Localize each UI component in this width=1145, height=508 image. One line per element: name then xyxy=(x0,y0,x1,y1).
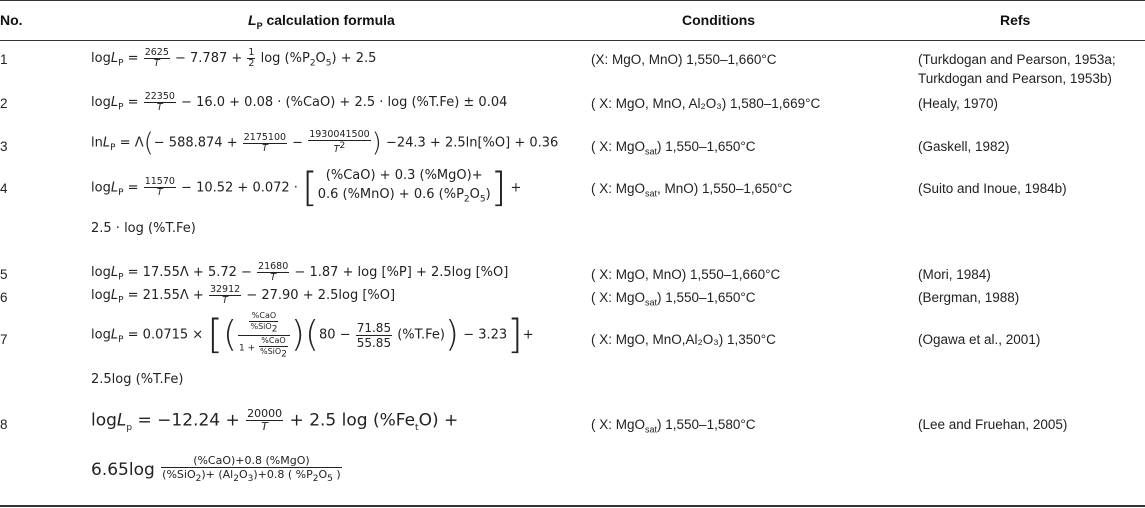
ref-7: (Ogawa et al., 2001) xyxy=(918,332,1041,347)
conditions-1: (X: MgO, MnO) 1,550–1,660°C xyxy=(591,52,777,67)
ref-6: (Bergman, 1988) xyxy=(918,290,1020,305)
row-no: 3 xyxy=(0,139,8,154)
ref-1b: Turkdogan and Pearson, 1953b) xyxy=(918,71,1112,86)
ref-5: (Mori, 1984) xyxy=(918,267,991,282)
row-no: 2 xyxy=(0,96,8,111)
row-no: 4 xyxy=(0,181,8,196)
header-formula-sub: P xyxy=(256,20,263,31)
ref-1a: (Turkdogan and Pearson, 1953a; xyxy=(918,52,1116,67)
conditions-8: ( X: MgO$_{sat}$) 1,550–1,580°C xyxy=(591,417,756,435)
ref-2: (Healy, 1970) xyxy=(918,96,999,111)
row-no: 5 xyxy=(0,267,8,282)
row-no: 8 xyxy=(0,417,8,432)
formula-8: logL$_p$ = −12.24 + $\frac{20000}{T}$ + 2.5 $\log (\%Fe_tO)$ + xyxy=(91,407,459,433)
bottom-rule xyxy=(0,505,1145,507)
top-rule xyxy=(0,0,1145,1)
conditions-3: ( X: MgO$_{sat}$) 1,550–1,650°C xyxy=(591,139,756,157)
header-no: No. xyxy=(0,12,23,28)
row-no: 1 xyxy=(0,52,8,67)
formula-7: logL$_P$ = 0.0715 × [( $\frac{\text{\%CaO}}{\%SiO_2}$ 1 + $\frac{\text{\%CaO}}{\%SiO_2}$ )(80 − $\frac{71.85}{55.85}$ (%T.Fe)) − 3.23]+ xyxy=(91,311,534,360)
header-formula xyxy=(248,12,395,31)
header-formula-rest: calculation formula xyxy=(262,12,395,28)
formula-2: logL$_P$ = $\frac{22350}{T}$ − 16.0 + 0.08 · (%CaO) + 2.5 · log (%T.Fe) ± 0.04 xyxy=(91,91,508,113)
conditions-5: ( X: MgO, MnO) 1,550–1,660°C xyxy=(591,267,781,282)
conditions-4: ( X: MgO$_{sat}$, MnO) 1,550–1,650°C xyxy=(591,181,793,199)
header-refs: Refs xyxy=(1000,12,1031,28)
formula-7-continued: 2.5log (%T.Fe) xyxy=(91,372,184,387)
header-conditions: Conditions xyxy=(682,12,756,28)
ref-8: (Lee and Fruehan, 2005) xyxy=(918,417,1068,432)
formula-4: logL$_P$ = $\frac{11570}{T}$ − 10.52 + 0.072 · [ (%CaO) + 0.3 (%MgO)+ 0.6 (%MnO) + 0.6 $(\%P_2O_5)$ ] + xyxy=(91,164,522,211)
formula-8-continued: 6.65log $\frac{\text{(\%CaO)+0.8 (\%MgO)}}{(\%SiO_2)+ (Al_2O_3)+0.8 ( \%P_2O_5 )}$ xyxy=(91,454,341,485)
formula-4-continued: 2.5 · log (%T.Fe) xyxy=(91,221,196,236)
conditions-6: ( X: MgO$_{sat}$) 1,550–1,650°C xyxy=(591,290,756,308)
formula-5: logL$_P$ = 17.55Λ + 5.72 − $\frac{21680}{T}$ − 1.87 + log [%P] + 2.5log [%O] xyxy=(91,261,509,283)
header-formula-l: L xyxy=(248,12,257,28)
formula-1: logL$_P$ = $\frac{2625}{T}$ − 7.787 + $\frac{1}{2}$ $\log (\%P_2O_5) + 2.5$ xyxy=(91,47,377,69)
ref-4: (Suito and Inoue, 1984b) xyxy=(918,181,1067,196)
row-no: 6 xyxy=(0,290,8,305)
row-no: 7 xyxy=(0,332,8,347)
conditions-2: ( X: MgO, MnO, Al₂O₃) 1,580–1,669°C xyxy=(591,96,821,111)
header-rule xyxy=(0,40,1145,41)
conditions-7: ( X: MgO, MnO,Al₂O₃) 1,350°C xyxy=(591,332,776,347)
ref-3: (Gaskell, 1982) xyxy=(918,139,1010,154)
formula-3: lnL$_P$ = Λ(− 588.874 + $\frac{2175100}{T}$ − $\frac{1930041500}{T^2}$ ) −24.3 + 2.5ln[%O] + 0.36 xyxy=(91,128,559,158)
formula-6: logL$_P$ = 21.55Λ + $\frac{32912}{T}$ − 27.90 + 2.5log [%O] xyxy=(91,284,396,306)
